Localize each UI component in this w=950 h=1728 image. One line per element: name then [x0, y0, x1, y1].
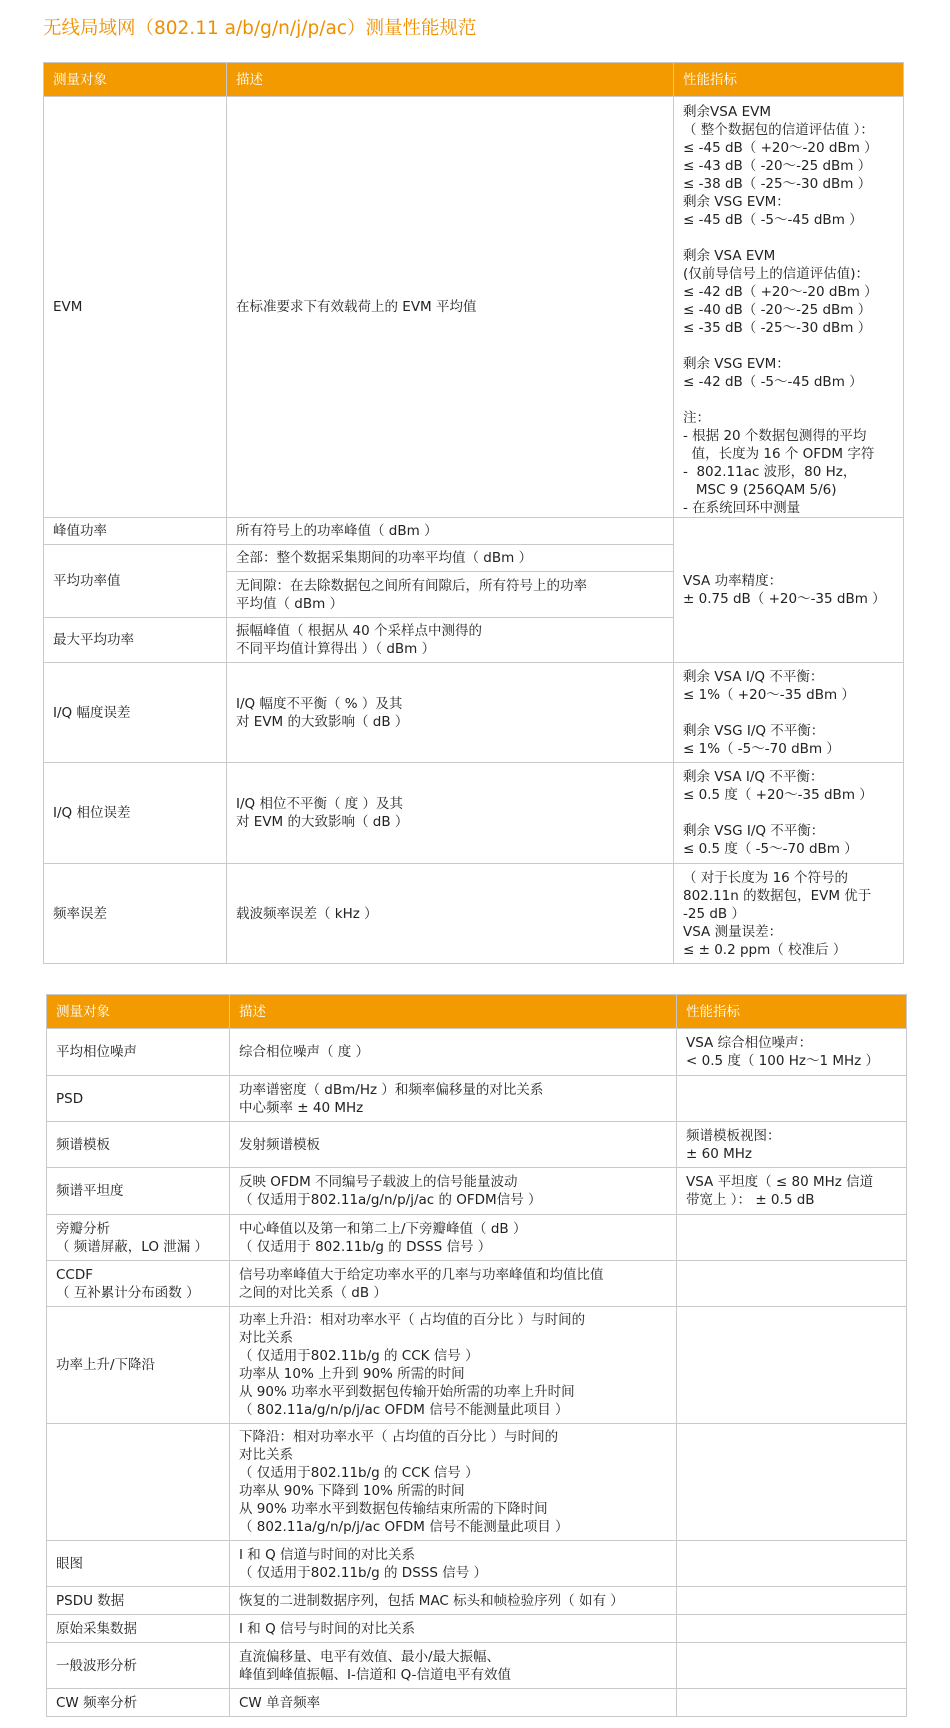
row-spec [677, 1689, 907, 1717]
row-spec: 剩余 VSA I/Q 不平衡： ≤ 1%（ +20～-35 dBm ） 剩余 VSG I/Q 不平衡： ≤ 1%（ -5～-70 dBm ） [674, 663, 904, 763]
row-object: I/Q 相位误差 [44, 763, 227, 864]
row-description: 无间隙：在去除数据包之间所有间隙后，所有符号上的功率 平均值（ dBm ） [227, 572, 674, 618]
row-description: 中心峰值以及第一和第二上/下旁瓣峰值（ dB ） （ 仅适用于 802.11b/g 的 DSSS 信号 ） [230, 1215, 677, 1261]
row-spec [677, 1215, 907, 1261]
table-row [47, 1307, 907, 1424]
header-description: 描述 [230, 995, 677, 1029]
row-spec: 剩余VSA EVM （ 整个数据包的信道评估值 ）： ≤ -45 dB（ +20～-20 dBm ） ≤ -43 dB（ -20～-25 dBm ） ≤ -38 dB（ -25～-30 dBm ） 剩余 VSG EVM： ≤ -45 dB（ -5～-45 dBm ） 剩余 VSA EVM (仅前导信号上的信道评估值)： ≤ -42 dB（ +20～-20 dBm ） ≤ -40 dB（ -20～-25 dBm ） ≤ -35 dB（ -25～-30 dBm ） 剩余 VSG EVM： ≤ -42 dB（ -5～-45 dBm ） 注： - 根据 20 个数据包测得的平均 值，长度为 16 个 OFDM 字符 - 802.11ac 波形，80 Hz， MSC 9 (256QAM 5/6) - 在系统回环中测量 [674, 97, 904, 518]
row-object: 最大平均功率 [44, 618, 227, 663]
row-object: 平均功率值 [44, 545, 227, 618]
table-row [44, 663, 904, 763]
table-row [47, 1215, 907, 1261]
row-description: 在标准要求下有效载荷上的 EVM 平均值 [227, 97, 674, 518]
row-object: 频谱平坦度 [47, 1168, 230, 1215]
row-spec [677, 1076, 907, 1122]
row-spec [677, 1643, 907, 1689]
table-row [44, 763, 904, 864]
row-spec [677, 1424, 907, 1541]
row-description: CW 单音频率 [230, 1689, 677, 1717]
row-object: I/Q 幅度误差 [44, 663, 227, 763]
row-spec [677, 1541, 907, 1587]
row-object [47, 1424, 230, 1541]
row-description: 振幅峰值（ 根据从 40 个采样点中测得的 不同平均值计算得出 ）（ dBm ） [227, 618, 674, 663]
row-object: 原始采集数据 [47, 1615, 230, 1643]
table-row [47, 1029, 907, 1076]
table-row [47, 1261, 907, 1307]
header-object: 测量对象 [47, 995, 230, 1029]
row-object: 平均相位噪声 [47, 1029, 230, 1076]
row-spec: VSA 平坦度（ ≤ 80 MHz 信道 带宽上 ）： ± 0.5 dB [677, 1168, 907, 1215]
row-description: 反映 OFDM 不同编号子载波上的信号能量波动 （ 仅适用于802.11a/g/n/p/j/ac 的 OFDM信号 ） [230, 1168, 677, 1215]
row-object: CW 频率分析 [47, 1689, 230, 1717]
row-object: 一般波形分析 [47, 1643, 230, 1689]
row-spec [677, 1615, 907, 1643]
spec-table-2 [46, 994, 907, 1717]
row-spec [677, 1587, 907, 1615]
row-description: 功率上升沿：相对功率水平（ 占均值的百分比 ）与时间的 对比关系 （ 仅适用于802.11b/g 的 CCK 信号 ） 功率从 10% 上升到 90% 所需的时间 从 90% 功率水平到数据包传输开始所需的功率上升时间 （ 802.11a/g/n/p/j/ac OFDM 信号不能测量此项目 ） [230, 1307, 677, 1424]
table-row [47, 1587, 907, 1615]
row-object: 频谱模板 [47, 1122, 230, 1168]
table-row [47, 1541, 907, 1587]
table-row [44, 518, 904, 545]
row-object: PSD [47, 1076, 230, 1122]
row-object: CCDF （ 互补累计分布函数 ） [47, 1261, 230, 1307]
row-description: 全部：整个数据采集期间的功率平均值（ dBm ） [227, 545, 674, 572]
row-spec [677, 1261, 907, 1307]
header-spec: 性能指标 [677, 995, 907, 1029]
row-spec: VSA 功率精度： ± 0.75 dB（ +20～-35 dBm ） [674, 518, 904, 663]
table-header [44, 63, 904, 97]
row-description: 综合相位噪声（ 度 ） [230, 1029, 677, 1076]
row-description: 恢复的二进制数据序列，包括 MAC 标头和帧检验序列（ 如有 ） [230, 1587, 677, 1615]
page-title: 无线局域网（802.11 a/b/g/n/j/p/ac）测量性能规范 [43, 18, 477, 39]
row-object: 峰值功率 [44, 518, 227, 545]
row-object: PSDU 数据 [47, 1587, 230, 1615]
table-row [44, 97, 904, 518]
row-spec: （ 对于长度为 16 个符号的 802.11n 的数据包，EVM 优于 -25 dB ） VSA 测量误差： ≤ ± 0.2 ppm（ 校准后 ） [674, 864, 904, 964]
table-header [47, 995, 907, 1029]
row-spec [677, 1307, 907, 1424]
table-row [47, 1168, 907, 1215]
row-description: I 和 Q 信道与时间的对比关系 （ 仅适用于802.11b/g 的 DSSS 信号 ） [230, 1541, 677, 1587]
row-object: 功率上升/下降沿 [47, 1307, 230, 1424]
header-description: 描述 [227, 63, 674, 97]
row-description: I/Q 幅度不平衡（ % ）及其 对 EVM 的大致影响（ dB ） [227, 663, 674, 763]
table-row [47, 1643, 907, 1689]
row-object: 眼图 [47, 1541, 230, 1587]
table-row [47, 1689, 907, 1717]
table-row [44, 864, 904, 964]
row-description: 信号功率峰值大于给定功率水平的几率与功率峰值和均值比值 之间的对比关系（ dB ） [230, 1261, 677, 1307]
row-description: I 和 Q 信号与时间的对比关系 [230, 1615, 677, 1643]
spec-table-1 [43, 62, 904, 964]
row-object: 频率误差 [44, 864, 227, 964]
header-object: 测量对象 [44, 63, 227, 97]
table-row [47, 1076, 907, 1122]
header-spec: 性能指标 [674, 63, 904, 97]
table-row [47, 1424, 907, 1541]
row-description: 载波频率误差（ kHz ） [227, 864, 674, 964]
row-spec: VSA 综合相位噪声： < 0.5 度（ 100 Hz～1 MHz ） [677, 1029, 907, 1076]
row-description: 发射频谱模板 [230, 1122, 677, 1168]
row-description: 功率谱密度（ dBm/Hz ）和频率偏移量的对比关系 中心频率 ± 40 MHz [230, 1076, 677, 1122]
row-description: I/Q 相位不平衡（ 度 ）及其 对 EVM 的大致影响（ dB ） [227, 763, 674, 864]
table-row [47, 1122, 907, 1168]
row-spec: 频谱模板视图： ± 60 MHz [677, 1122, 907, 1168]
table-row [47, 1615, 907, 1643]
row-description: 直流偏移量、电平有效值、最小/最大振幅、 峰值到峰值振幅、I-信道和 Q-信道电平有效值 [230, 1643, 677, 1689]
row-spec: 剩余 VSA I/Q 不平衡： ≤ 0.5 度（ +20～-35 dBm ） 剩余 VSG I/Q 不平衡： ≤ 0.5 度（ -5～-70 dBm ） [674, 763, 904, 864]
row-object: EVM [44, 97, 227, 518]
row-description: 所有符号上的功率峰值（ dBm ） [227, 518, 674, 545]
row-description: 下降沿：相对功率水平（ 占均值的百分比 ）与时间的 对比关系 （ 仅适用于802.11b/g 的 CCK 信号 ） 功率从 90% 下降到 10% 所需的时间 从 90% 功率水平到数据包传输结束所需的下降时间 （ 802.11a/g/n/p/j/ac OFDM 信号不能测量此项目 ） [230, 1424, 677, 1541]
row-object: 旁瓣分析 （ 频谱屏蔽，LO 泄漏 ） [47, 1215, 230, 1261]
